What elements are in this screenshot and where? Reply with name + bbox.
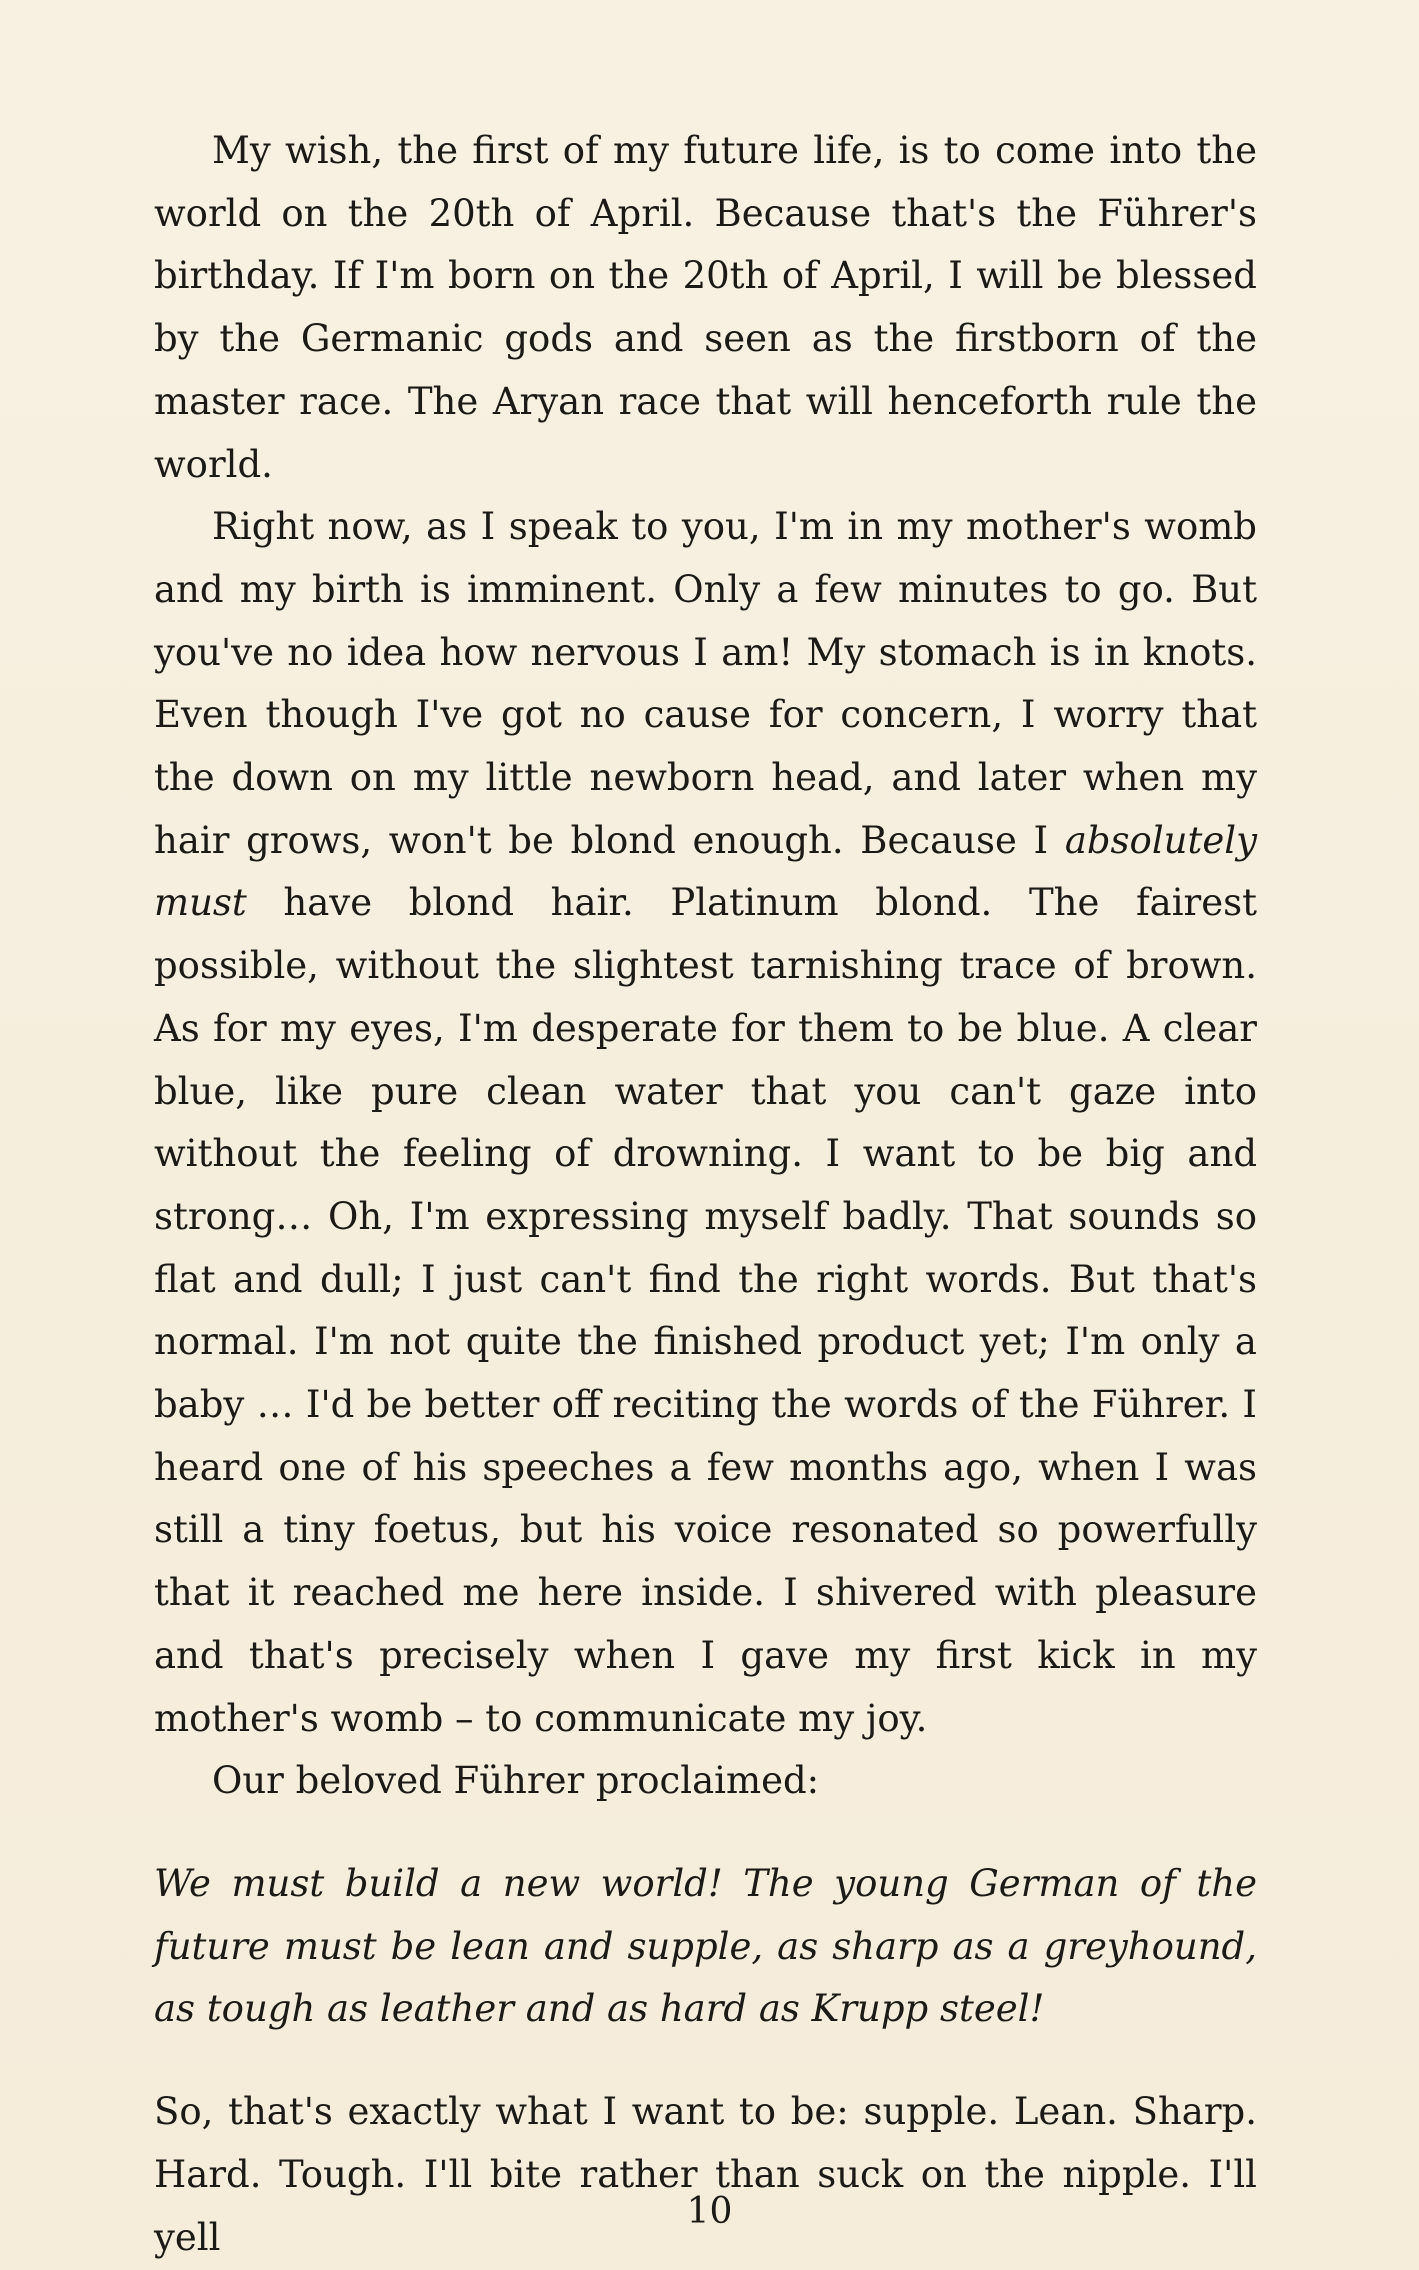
paragraph-wish: My wish, the first of my future life, is to come into the world on the 20th of April. Because that's the Führer's birthday. If I'm born on the 20th of April, I will be blessed by the Germanic gods and seen as the firstborn of the master race. The Aryan race that will henceforth rule the world. (154, 129, 1257, 486)
paragraph-birth-start: Right now, as I speak to you, I'm in my mother's womb and my birth is imminent. Only a few minutes to go. But you've no idea how nervous I am! My stomach is in knots. Even though I've got no cause for concern, I worry that the down on my little newborn head, and later when my hair grows, won't be blond enough. Because I (154, 505, 1257, 862)
paragraph-proclaimed: Our beloved Führer proclaimed: (212, 1759, 820, 1803)
page-number: 10 (686, 2191, 733, 2232)
paragraph-birth-end: have blond hair. Platinum blond. The fairest possible, without the slightest tarnishing trace of brown. As for my eyes, I'm desperate for them to be blue. A clear blue, like pure clean water that you can't gaze into without the feeling of drowning. I want to be big and strong… Oh, I'm expressing myself badly. That sounds so flat and dull; I just can't find the right words. But that's normal. I'm not quite the finished product yet; I'm only a baby … I'd be better off reciting the words of the Führer. I heard one of his speeches a few months ago, when I was still a tiny foetus, but his voice resonated so powerfully that it reached me here inside. I shivered with pleasure and that's precisely when I gave my first kick in my mother's womb – to communicate my joy. (154, 881, 1257, 1740)
paragraph-closing: So, that's exactly what I want to be: supple. Lean. Sharp. Hard. Tough. I'll bite rather than suck on the nipple. I'll yell (154, 2090, 1257, 2259)
page-text (154, 120, 1257, 2269)
paragraph-birth (154, 496, 1257, 1750)
emphasis-absolutely-must: absolutely must (154, 818, 1257, 925)
fuhrer-quote: We must build a new world! The young German of the future must be lean and supple, as sharp as a greyhound, as tough as leather and as hard as Krupp steel! (154, 1861, 1257, 2031)
